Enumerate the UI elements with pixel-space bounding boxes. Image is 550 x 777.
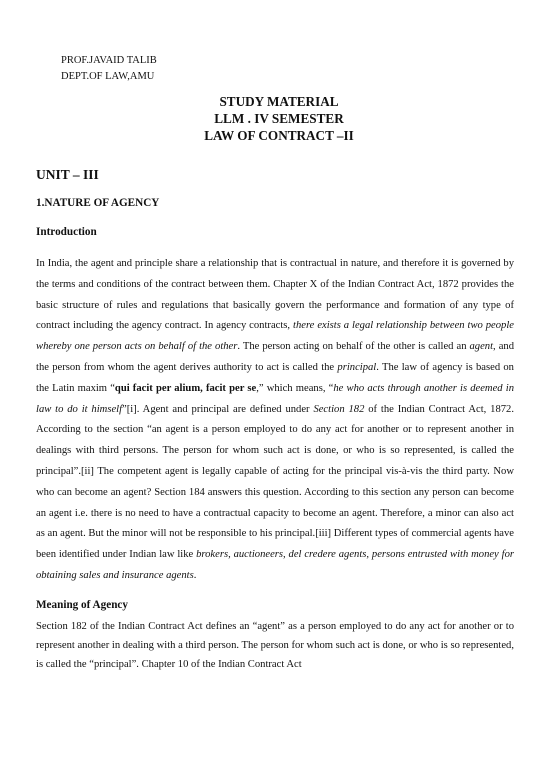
title-subject: LAW OF CONTRACT –II (204, 128, 354, 143)
intro-text-5: ,” which means, “ (256, 382, 334, 394)
title-block (0, 93, 550, 144)
introduction-heading: Introduction (36, 226, 97, 238)
intro-text-7: of the Indian Contract Act, 1872. According to the section “an agent is a person employed to do any act for another or to represent another in dealings with third persons. The person for whom such act is done, or who is so represented, is called the principal”.[ii] The competent agent is legally capable of acting for the principal vis-à-vis the third party. Now who can become an agent? Section 184 answers this question. According to this section any person can become an agent i.e. there is no need to have a contractual capacity to become an agent. Therefore, a minor can also act as an agent. But the minor will not be responsible to his principal.[iii] Different types of commercial agents have been identified under Indian law like (36, 403, 514, 561)
intro-emphasis-maxim-meaning: he who acts through another is deemed in law to do it himself (36, 382, 514, 415)
section-heading: 1.NATURE OF AGENCY (36, 197, 160, 209)
intro-emphasis-agent-types: brokers, auctioneers, del credere agents, persons entrusted with money for obtaining sales and insurance agents (36, 549, 514, 581)
title-semester: LLM . IV SEMESTER (214, 111, 344, 126)
intro-text-4: . The law of agency is based on the Latin maxim “ (36, 361, 514, 394)
unit-heading: UNIT – III (36, 167, 99, 182)
meaning-paragraph: Section 182 of the Indian Contract Act defines an “agent” as a person employed to do any act for another or to represent another in dealing with a third person. The person for whom such act is done, or who is so represented, is called the “principal”. Chapter 10 of the Indian Contract Act (36, 621, 514, 671)
author-department: DEPT.OF LAW,AMU (61, 71, 155, 82)
title-study-material: STUDY MATERIAL (219, 94, 339, 109)
intro-latin-maxim: qui facit per alium, facit per se (114, 382, 257, 394)
intro-emphasis-agent: agent (469, 341, 494, 353)
author-name: PROF.JAVAID TALIB (61, 55, 157, 66)
introduction-paragraph (36, 254, 514, 587)
intro-text-1: In India, the agent and principle share a relationship that is contractual in nature, and therefore it is governed by the terms and conditions of the contract between them. Chapter X of the Indian Contract Act, 1872 provides the basic structure of rules and regulations that basically govern the performance and formation of any type of contract including the agency contract. In agency contracts, (36, 258, 514, 332)
intro-text-6: ”[i]. Agent and principal are defined under (122, 403, 314, 415)
author-block (61, 53, 157, 85)
intro-text-3: , and the person from whom the agent derives authority to act is called the (36, 341, 514, 373)
intro-text-8: . (193, 569, 197, 581)
intro-emphasis-relationship: there exists a legal relationship between two people whereby one person acts on behalf of the other (36, 320, 514, 353)
meaning-heading: Meaning of Agency (36, 599, 128, 611)
intro-emphasis-section: Section 182 (313, 403, 365, 415)
intro-text-2: . The person acting on behalf of the other is called an (237, 341, 470, 353)
intro-emphasis-principal: principal (337, 361, 377, 373)
